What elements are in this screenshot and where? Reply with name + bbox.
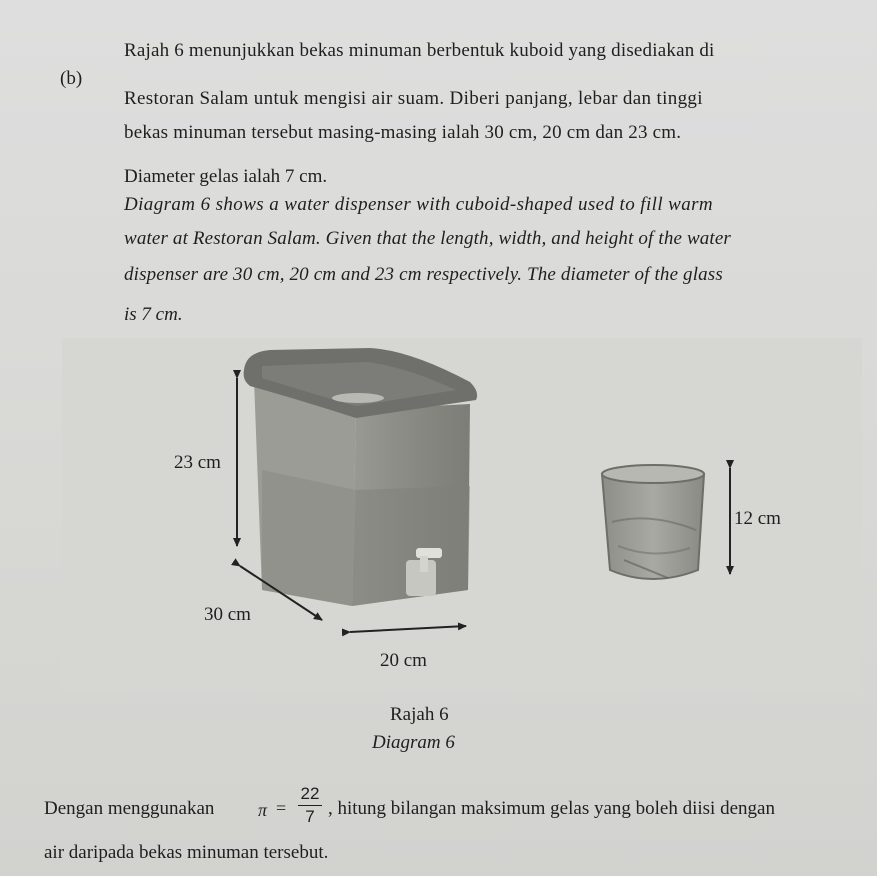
- malay-line-4: Diameter gelas ialah 7 cm.: [124, 166, 328, 187]
- caption-malay: Rajah 6: [390, 704, 449, 725]
- fraction-bar: [298, 805, 322, 806]
- instruction-after: , hitung bilangan maksimum gelas yang boleh diisi dengan: [328, 798, 775, 819]
- water-dispenser: [244, 348, 478, 606]
- dispenser-water: [262, 470, 356, 606]
- glass-height-label: 12 cm: [734, 508, 781, 529]
- instruction-line-2: air daripada bekas minuman tersebut.: [44, 842, 329, 863]
- width-label: 20 cm: [380, 650, 427, 671]
- fraction-denominator: 7: [305, 807, 315, 826]
- english-line-2: water at Restoran Salam. Given that the length, width, and height of the water: [124, 228, 731, 249]
- instruction-before: Dengan menggunakan: [44, 798, 215, 819]
- malay-line-2: Restoran Salam untuk mengisi air suam. Diberi panjang, lebar dan tinggi: [124, 88, 703, 109]
- equals-sign: =: [276, 798, 287, 818]
- fraction-22-over-7: [296, 784, 324, 827]
- glass: [602, 465, 704, 579]
- malay-line-1: Rajah 6 menunjukkan bekas minuman berbentuk kuboid yang disediakan di: [124, 40, 715, 61]
- malay-line-3: bekas minuman tersebut masing-masing ialah 30 cm, 20 cm dan 23 cm.: [124, 122, 682, 143]
- dispenser-lid-opening: [332, 393, 384, 403]
- height-label: 23 cm: [174, 452, 221, 473]
- fraction-numerator: 22: [300, 784, 320, 803]
- english-line-4: is 7 cm.: [124, 304, 183, 325]
- english-line-3: dispenser are 30 cm, 20 cm and 23 cm respectively. The diameter of the glass: [124, 264, 723, 285]
- caption-english: Diagram 6: [372, 732, 455, 753]
- pi-symbol: π: [258, 800, 268, 820]
- question-part-label: (b): [60, 68, 83, 89]
- english-line-1: Diagram 6 shows a water dispenser with cuboid-shaped used to fill warm: [124, 194, 714, 215]
- length-label: 30 cm: [204, 604, 251, 625]
